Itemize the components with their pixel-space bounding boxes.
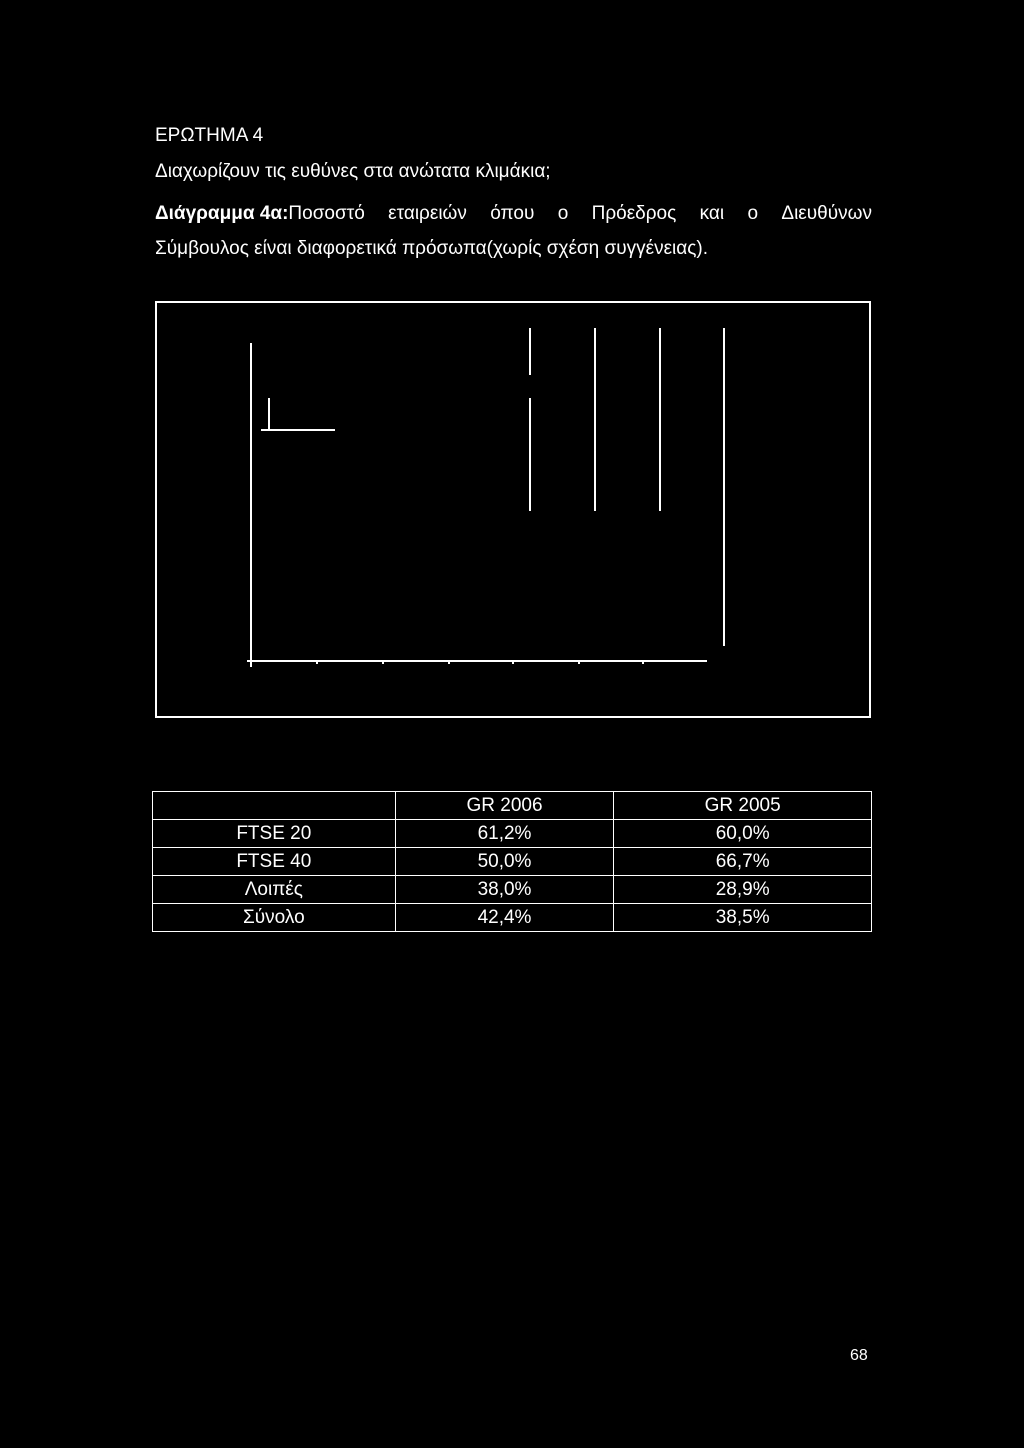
results-table bbox=[152, 791, 872, 932]
figure-caption bbox=[155, 196, 872, 266]
caption-first-group bbox=[155, 196, 365, 231]
table-cell: Λοιπές bbox=[153, 876, 396, 904]
chart-graphic bbox=[157, 303, 873, 720]
table-header-row bbox=[153, 792, 872, 820]
table-cell: Σύνολο bbox=[153, 904, 396, 932]
table-row bbox=[153, 848, 872, 876]
table-cell: 61,2% bbox=[395, 820, 614, 848]
table-row bbox=[153, 876, 872, 904]
caption-word: ο bbox=[747, 203, 759, 224]
caption-line-1 bbox=[155, 196, 872, 231]
caption-bold-label: Διάγραμμα 4α: bbox=[155, 203, 289, 224]
page-number: 68 bbox=[850, 1347, 868, 1364]
caption-word: Διευθύνων bbox=[781, 203, 872, 224]
table-row bbox=[153, 904, 872, 932]
table-header-cell: GR 2005 bbox=[614, 792, 872, 820]
caption-word: και bbox=[699, 203, 725, 224]
caption-word: Πρόεδρος bbox=[591, 203, 677, 224]
table-cell: 42,4% bbox=[395, 904, 614, 932]
table-cell: 28,9% bbox=[614, 876, 872, 904]
table-cell: 60,0% bbox=[614, 820, 872, 848]
caption-word: ο bbox=[557, 203, 569, 224]
table-cell: FTSE 40 bbox=[153, 848, 396, 876]
table-header-cell bbox=[153, 792, 396, 820]
table-cell: 38,5% bbox=[614, 904, 872, 932]
table-row bbox=[153, 820, 872, 848]
question-heading: ΕΡΩΤΗΜΑ 4 bbox=[155, 125, 264, 146]
table-header-cell: GR 2006 bbox=[395, 792, 614, 820]
table-cell: FTSE 20 bbox=[153, 820, 396, 848]
caption-word: εταιρειών bbox=[388, 203, 467, 224]
question-text: Διαχωρίζουν τις ευθύνες στα ανώτατα κλιμάκια; bbox=[155, 161, 551, 182]
table-cell: 50,0% bbox=[395, 848, 614, 876]
caption-word: όπου bbox=[490, 203, 535, 224]
table-cell: 66,7% bbox=[614, 848, 872, 876]
caption-word: Ποσοστό bbox=[288, 203, 365, 224]
chart-frame bbox=[155, 301, 871, 718]
table-cell: 38,0% bbox=[395, 876, 614, 904]
caption-line-2: Σύμβουλος είναι διαφορετικά πρόσωπα(χωρίς σχέση συγγένειας). bbox=[155, 238, 709, 259]
